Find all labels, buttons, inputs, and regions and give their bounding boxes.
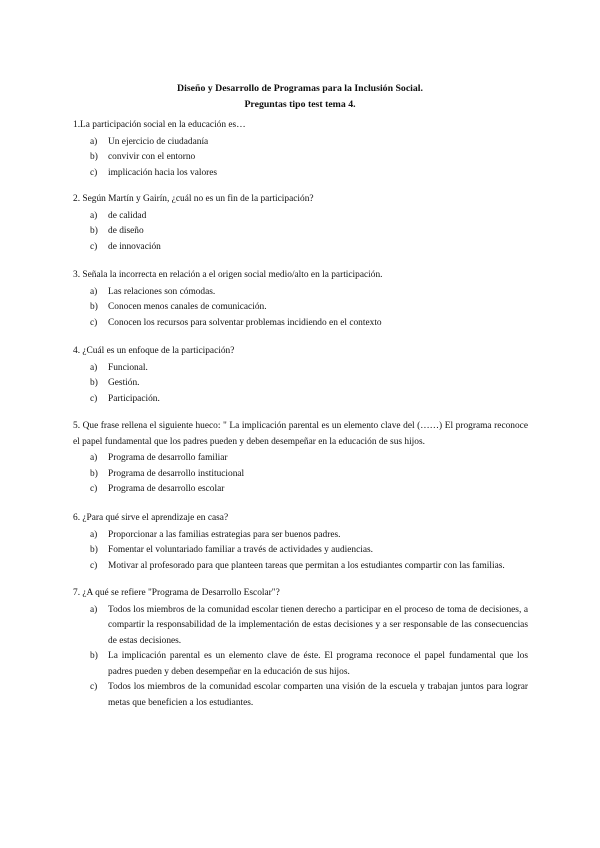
- option-letter: a): [90, 453, 98, 463]
- option-letter: b): [90, 378, 98, 388]
- option-text: Participación.: [108, 393, 160, 404]
- option-list: [73, 451, 528, 498]
- option-a: [73, 361, 528, 377]
- option-letter: c): [90, 560, 98, 571]
- option-letter: b): [90, 226, 98, 236]
- option-b: [73, 467, 528, 483]
- option-letter: a): [90, 286, 98, 297]
- option-letter: b): [90, 545, 98, 555]
- option-b: [73, 300, 528, 316]
- option-text: Gestión.: [108, 378, 140, 388]
- option-a: [73, 209, 528, 225]
- option-letter: c): [90, 317, 98, 328]
- option-letter: c): [90, 241, 98, 252]
- option-a: [73, 528, 528, 544]
- question-text: 4. ¿Cuál es un enfoque de la participación?: [73, 346, 235, 356]
- option-list: [73, 603, 528, 712]
- option-text: Proporcionar a las familias estrategias para ser buenos padres.: [108, 529, 341, 540]
- option-text: de diseño: [108, 226, 144, 236]
- option-b: [73, 376, 528, 392]
- option-text: de calidad: [108, 210, 147, 221]
- option-letter: b): [90, 468, 98, 479]
- option-letter: a): [90, 136, 98, 147]
- option-text: Todos los miembros de la comunidad escolar tienen derecho a participar en el proceso de toma de decisiones, a compartir la responsabilidad de la implementación de estas decisiones y a ser responsable de las consecuencias de estas decisiones.: [108, 604, 528, 646]
- option-text: Conocen los recursos para solventar problemas incidiendo en el contexto: [108, 317, 382, 328]
- option-list: [73, 135, 528, 182]
- option-letter: a): [90, 529, 98, 540]
- question-text: 7. ¿A qué se refiere "Programa de Desarrollo Escolar"?: [73, 588, 280, 598]
- option-text: implicación hacia los valores: [108, 167, 218, 178]
- question-text: 5. Que frase rellena el siguiente hueco: " La implicación parental es un elemento clave del (……) El programa reconoce el papel fundamental que los padres pueden y deben desempeñar en la educación de sus hijos.: [73, 421, 528, 447]
- option-text: Funcional.: [108, 362, 148, 373]
- question-5: [73, 419, 528, 498]
- option-letter: c): [90, 393, 98, 404]
- question-text: 6. ¿Para qué sirve el aprendizaje en casa?: [73, 513, 229, 523]
- option-text: Fomentar el voluntariado familiar a través de actividades y audiencias.: [108, 545, 374, 555]
- document-subtitle: Preguntas tipo test tema 4.: [244, 99, 356, 110]
- option-a: [73, 135, 528, 151]
- option-letter: a): [90, 210, 98, 221]
- option-text: La implicación parental es un elemento clave de éste. El programa reconoce el papel fundamental que los padres pueden y deben desempeñar en la educación de sus hijos.: [108, 651, 528, 677]
- question-text: 3. Señala la incorrecta en relación a el origen social medio/alto en la participación.: [73, 270, 383, 280]
- option-text: Todos los miembros de la comunidad escolar comparten una visión de la escuela y trabajan juntos para lograr metas que beneficien a los estudiantes.: [108, 682, 528, 708]
- option-list: [73, 528, 528, 575]
- option-c: [73, 392, 528, 408]
- option-text: Programa de desarrollo familiar: [108, 453, 228, 463]
- option-c: [73, 482, 528, 498]
- question-4: [73, 344, 528, 407]
- option-text: Las relaciones son cómodas.: [108, 286, 216, 297]
- option-a: [73, 603, 528, 650]
- option-text: de innovación: [108, 241, 161, 252]
- option-letter: b): [90, 302, 98, 312]
- option-c: [73, 680, 528, 711]
- option-letter: a): [90, 362, 98, 373]
- question-6: [73, 511, 528, 574]
- option-b: [73, 543, 528, 559]
- option-letter: c): [90, 682, 98, 692]
- option-text: Programa de desarrollo institucional: [108, 468, 245, 479]
- option-c: [73, 559, 528, 575]
- option-letter: a): [90, 604, 98, 615]
- document-header: [0, 81, 600, 113]
- question-text: 1.La participación social en la educación es…: [73, 120, 246, 130]
- option-b: [73, 649, 528, 680]
- question-2: [73, 192, 528, 255]
- option-text: Motivar al profesorado para que planteen tareas que permitan a los estudiantes compartir con las familias.: [108, 560, 505, 571]
- option-letter: b): [90, 152, 98, 162]
- option-a: [73, 451, 528, 467]
- option-list: [73, 285, 528, 332]
- option-b: [73, 224, 528, 240]
- option-letter: c): [90, 167, 98, 178]
- option-text: Conocen menos canales de comunicación.: [108, 302, 267, 312]
- option-c: [73, 166, 528, 182]
- question-1: [73, 118, 528, 181]
- option-letter: b): [90, 651, 98, 661]
- question-7: [73, 586, 528, 711]
- question-3: [73, 268, 528, 331]
- option-c: [73, 240, 528, 256]
- option-text: convivir con el entorno: [108, 152, 196, 162]
- option-text: Un ejercicio de ciudadanía: [108, 136, 209, 147]
- question-text: 2. Según Martín y Gairín, ¿cuál no es un fin de la participación?: [73, 194, 314, 204]
- option-b: [73, 150, 528, 166]
- option-a: [73, 285, 528, 301]
- option-c: [73, 316, 528, 332]
- option-list: [73, 209, 528, 256]
- option-text: Programa de desarrollo escolar: [108, 484, 225, 494]
- option-list: [73, 361, 528, 408]
- option-letter: c): [90, 484, 98, 494]
- document-title: Diseño y Desarrollo de Programas para la Inclusión Social.: [177, 83, 423, 94]
